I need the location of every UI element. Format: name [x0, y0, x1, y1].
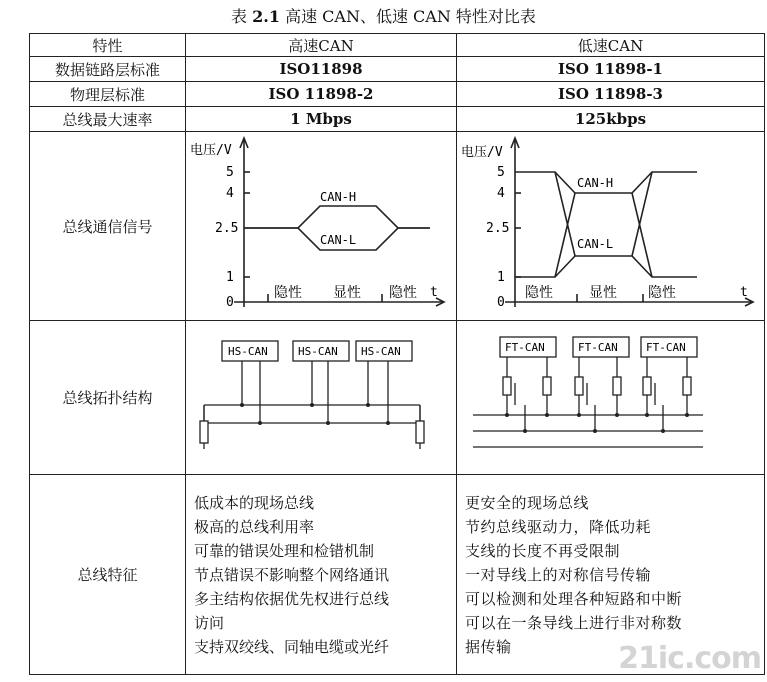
feature-item: 低成本的现场总线: [194, 494, 315, 512]
table-row: [30, 57, 765, 82]
can-l-line: [515, 256, 697, 277]
node-label: FT-CAN: [578, 341, 618, 354]
feature-item: 多主结构依据优先权进行总线: [194, 590, 390, 608]
signal-high-cell: [186, 132, 457, 321]
row-label: 总线通信信号: [30, 132, 186, 321]
node-label: FT-CAN: [505, 341, 545, 354]
cell-low: ISO 11898-1: [457, 57, 765, 82]
signal-low-cell: [457, 132, 765, 321]
can-l-label: CAN-L: [320, 233, 357, 247]
cell-high: ISO11898: [186, 57, 457, 82]
caption-text: 高速 CAN、低速 CAN 特性对比表: [279, 7, 536, 26]
table-row: [30, 132, 765, 321]
resistor: [575, 377, 583, 395]
time-label: t: [430, 285, 438, 300]
feature-item: 可以在一条导线上进行非对称数: [465, 614, 683, 632]
can-l-label: CAN-L: [577, 237, 614, 251]
state-label: 隐性: [389, 285, 417, 301]
features-high-cell: [186, 475, 457, 675]
can-h-label: CAN-H: [320, 190, 357, 204]
high-speed-topology-diagram: [186, 321, 456, 470]
resistor: [683, 377, 691, 395]
row-label: 总线最大速率: [30, 107, 186, 132]
table-caption: [0, 4, 767, 27]
site-watermark: 21ic.com: [618, 641, 761, 676]
node-label: HS-CAN: [361, 345, 401, 358]
caption-prefix: 表: [231, 7, 253, 26]
resistor: [643, 377, 651, 395]
node-label: HS-CAN: [228, 345, 268, 358]
feature-item: 可以检测和处理各种短路和中断: [465, 590, 683, 608]
node-label: FT-CAN: [646, 341, 686, 354]
node-label: HS-CAN: [298, 345, 338, 358]
feature-item: 支持双绞线、同轴电缆或光纤: [194, 638, 390, 656]
table-row: [30, 321, 765, 475]
feature-item: 更安全的现场总线: [465, 494, 590, 512]
header-low-speed: 低速CAN: [457, 34, 765, 57]
feature-item: 节点错误不影响整个网络通讯: [194, 566, 390, 584]
row-label: 数据链路层标准: [30, 57, 186, 82]
can-h-label: CAN-H: [577, 176, 614, 190]
state-label: 隐性: [648, 285, 676, 301]
state-label: 隐性: [274, 285, 302, 301]
y-tick-label: 2.5: [215, 221, 239, 236]
comparison-table: [29, 33, 765, 675]
cell-low: ISO 11898-3: [457, 82, 765, 107]
cell-high: ISO 11898-2: [186, 82, 457, 107]
can-h-line: [244, 206, 430, 228]
feature-item: 节约总线驱动力，降低功耗: [465, 518, 652, 536]
topology-high-cell: [186, 321, 457, 475]
state-label: 隐性: [525, 285, 553, 301]
topology-low-cell: [457, 321, 765, 475]
high-speed-signal-diagram: [186, 132, 456, 316]
feature-item: 一对导线上的对称信号传输: [465, 566, 652, 584]
table-row: [30, 82, 765, 107]
row-label: 总线特征: [30, 475, 186, 675]
cell-high: 1 Mbps: [186, 107, 457, 132]
y-axis-label: 电压/V: [461, 145, 503, 160]
header-row: [30, 34, 765, 57]
feature-item: 支线的长度不再受限制: [465, 542, 621, 560]
low-speed-topology-diagram: [457, 321, 763, 470]
y-tick-label: 4: [497, 186, 505, 201]
y-tick-label: 5: [226, 165, 234, 180]
row-label: 总线拓扑结构: [30, 321, 186, 475]
header-high-speed: 高速CAN: [186, 34, 457, 57]
feature-item: 可靠的错误处理和检错机制: [194, 542, 375, 560]
feature-item: 据传输: [465, 638, 512, 656]
resistor: [543, 377, 551, 395]
state-label: 显性: [333, 285, 361, 301]
y-tick-label: 0: [226, 295, 234, 310]
terminator-resistor: [200, 421, 208, 443]
table-row: [30, 107, 765, 132]
y-tick-label: 2.5: [486, 221, 510, 236]
y-tick-label: 0: [497, 295, 505, 310]
resistor: [503, 377, 511, 395]
low-speed-signal-diagram: [457, 132, 763, 316]
terminator-resistor: [416, 421, 424, 443]
y-tick-label: 4: [226, 186, 234, 201]
feature-item: 访问: [194, 614, 225, 632]
y-tick-label: 1: [497, 270, 505, 285]
y-axis-label: 电压/V: [190, 143, 232, 158]
caption-number: 2.1: [252, 7, 280, 26]
time-label: t: [740, 285, 748, 300]
feature-item: 极高的总线利用率: [194, 518, 315, 536]
header-feature: 特性: [30, 34, 186, 57]
state-label: 显性: [589, 285, 617, 301]
y-tick-label: 5: [497, 165, 505, 180]
resistor: [613, 377, 621, 395]
cell-low: 125kbps: [457, 107, 765, 132]
row-label: 物理层标准: [30, 82, 186, 107]
y-tick-label: 1: [226, 270, 234, 285]
